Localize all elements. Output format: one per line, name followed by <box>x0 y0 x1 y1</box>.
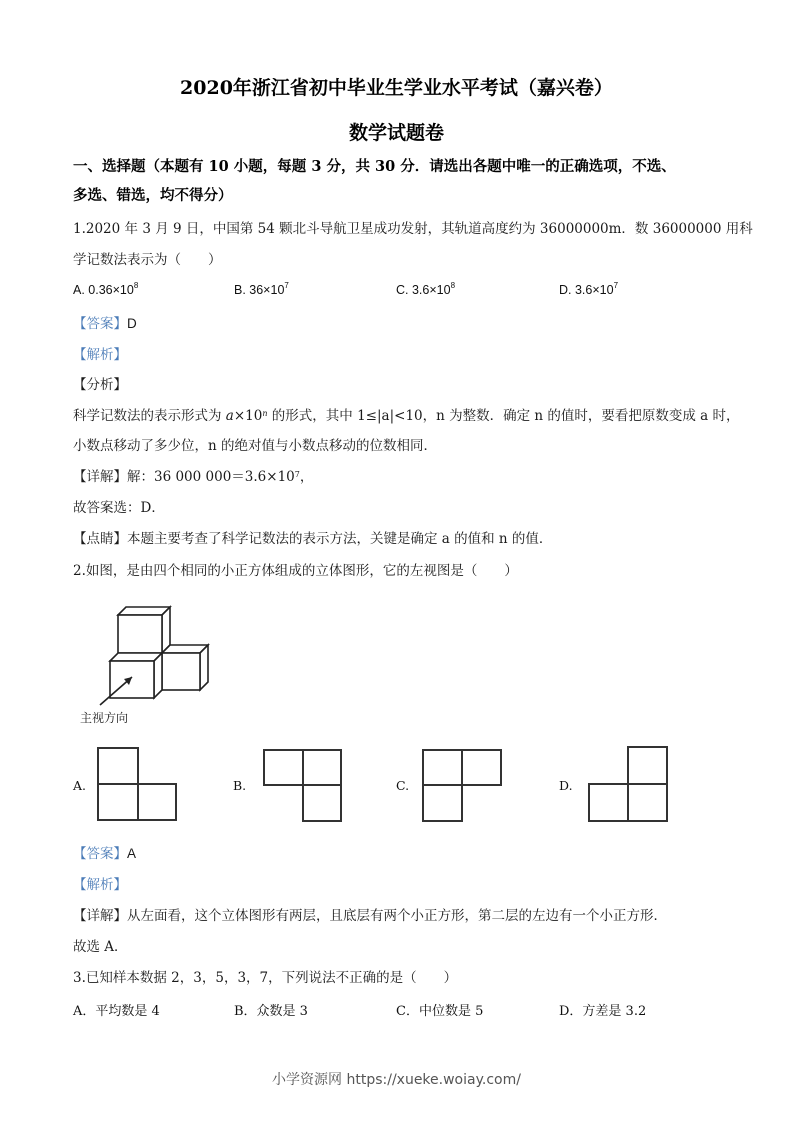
q2-option-c-drawing <box>421 748 503 824</box>
q3-options <box>73 1000 723 1018</box>
q2-answer <box>73 845 733 863</box>
q1-option-d: D. $3.6\times 10^7$ <box>559 281 619 297</box>
q3-option-d: D．方差是 3.2 <box>559 1004 647 1019</box>
q2-detail: 【详解】从左面看，这个立体图形有两层，且底层有两个小正方形，第二层的左边有一个小正方形． <box>73 908 667 924</box>
section-heading-line-1: 一、选择题（本题有 10 小题，每题 3 分，共 30 分．请选出各题中唯一的正确选项，不选、 <box>73 158 676 175</box>
q1-dianjing: 【点睛】本题主要考查了科学记数法的表示方法，关键是确定 a 的值和 n 的值． <box>73 531 553 547</box>
q1-option-c: C. $3.6\times 10^8$ <box>396 281 456 297</box>
q3-option-b: B．众数是 3 <box>234 1004 308 1019</box>
answer-label: 【答案】 <box>73 316 127 332</box>
dianjing-label: 【点睛】 <box>73 531 127 547</box>
q2-stem: 2.如图，是由四个相同的小正方体组成的立体图形，它的左视图是（ ） <box>73 563 518 579</box>
q2-option-d-label: D. <box>559 778 573 793</box>
section-heading-line-2: 多选、错选，均不得分） <box>73 187 233 204</box>
q1-stem-line-2: 学记数法表示为（ ） <box>73 252 222 268</box>
q1-analysis-label: 【解析】 <box>73 347 127 363</box>
q1-option-b: B. $36\times 10^7$ <box>234 281 289 297</box>
answer-value: D <box>127 316 137 331</box>
q1-fenxi-line-2: 小数点移动了多少位，n 的绝对值与小数点移动的位数相同． <box>73 438 437 454</box>
q1-stem-line-1: 1.2020 年 3 月 9 日，中国第 54 颗北斗导航卫星成功发射，其轨道高度约为 36000000m．数 36000000 用科 <box>73 221 753 237</box>
q1-conclusion: 故答案选：D． <box>73 500 165 516</box>
exam-title: 2020年浙江省初中毕业生学业水平考试（嘉兴卷） <box>180 77 613 99</box>
q1-fenxi-label: 【分析】 <box>73 377 127 393</box>
q2-option-d-drawing <box>587 745 671 825</box>
q3-stem: 3.已知样本数据 2，3，5，3，7，下列说法不正确的是（ ） <box>73 970 458 986</box>
q2-analysis-label: 【解析】 <box>73 877 127 893</box>
footer-watermark: 小学资源网 https://xueke.woiay.com/ <box>272 1072 521 1088</box>
q2-option-b-drawing <box>262 748 344 824</box>
q2-option-a-drawing <box>96 746 180 822</box>
q2-option-c-label: C. <box>396 778 410 793</box>
q1-options <box>73 283 723 301</box>
q1-detail: 【详解】解：36 000 $000=3.6\times 10^7$， <box>73 469 314 485</box>
q2-conclusion: 故选 A． <box>73 939 128 955</box>
cube-stack-illustration <box>72 597 212 727</box>
figure-caption: 主视方向 <box>80 711 129 725</box>
q1-answer <box>73 315 733 333</box>
q1-fenxi-line-1: 科学记数法的表示形式为 $a\times 10^n$ 的形式，其中 1≤|a|<10，n 为整数．确定 n 的值时，要看把原数变成 a 时， <box>73 408 740 424</box>
q3-option-a: A．平均数是 4 <box>73 1004 160 1019</box>
q2-option-a-label: A. <box>73 778 87 793</box>
detail-label: 【详解】 <box>73 469 127 485</box>
q2-cube-figure <box>72 597 212 727</box>
exam-subtitle: 数学试题卷 <box>348 122 444 144</box>
answer-value: A <box>127 846 137 861</box>
q3-option-c: C．中位数是 5 <box>396 1004 484 1019</box>
q1-option-a: A. $0.36\times 10^8$ <box>73 281 139 297</box>
detail-label: 【详解】 <box>73 908 127 924</box>
q2-option-b-label: B. <box>233 778 247 793</box>
answer-label: 【答案】 <box>73 846 127 862</box>
